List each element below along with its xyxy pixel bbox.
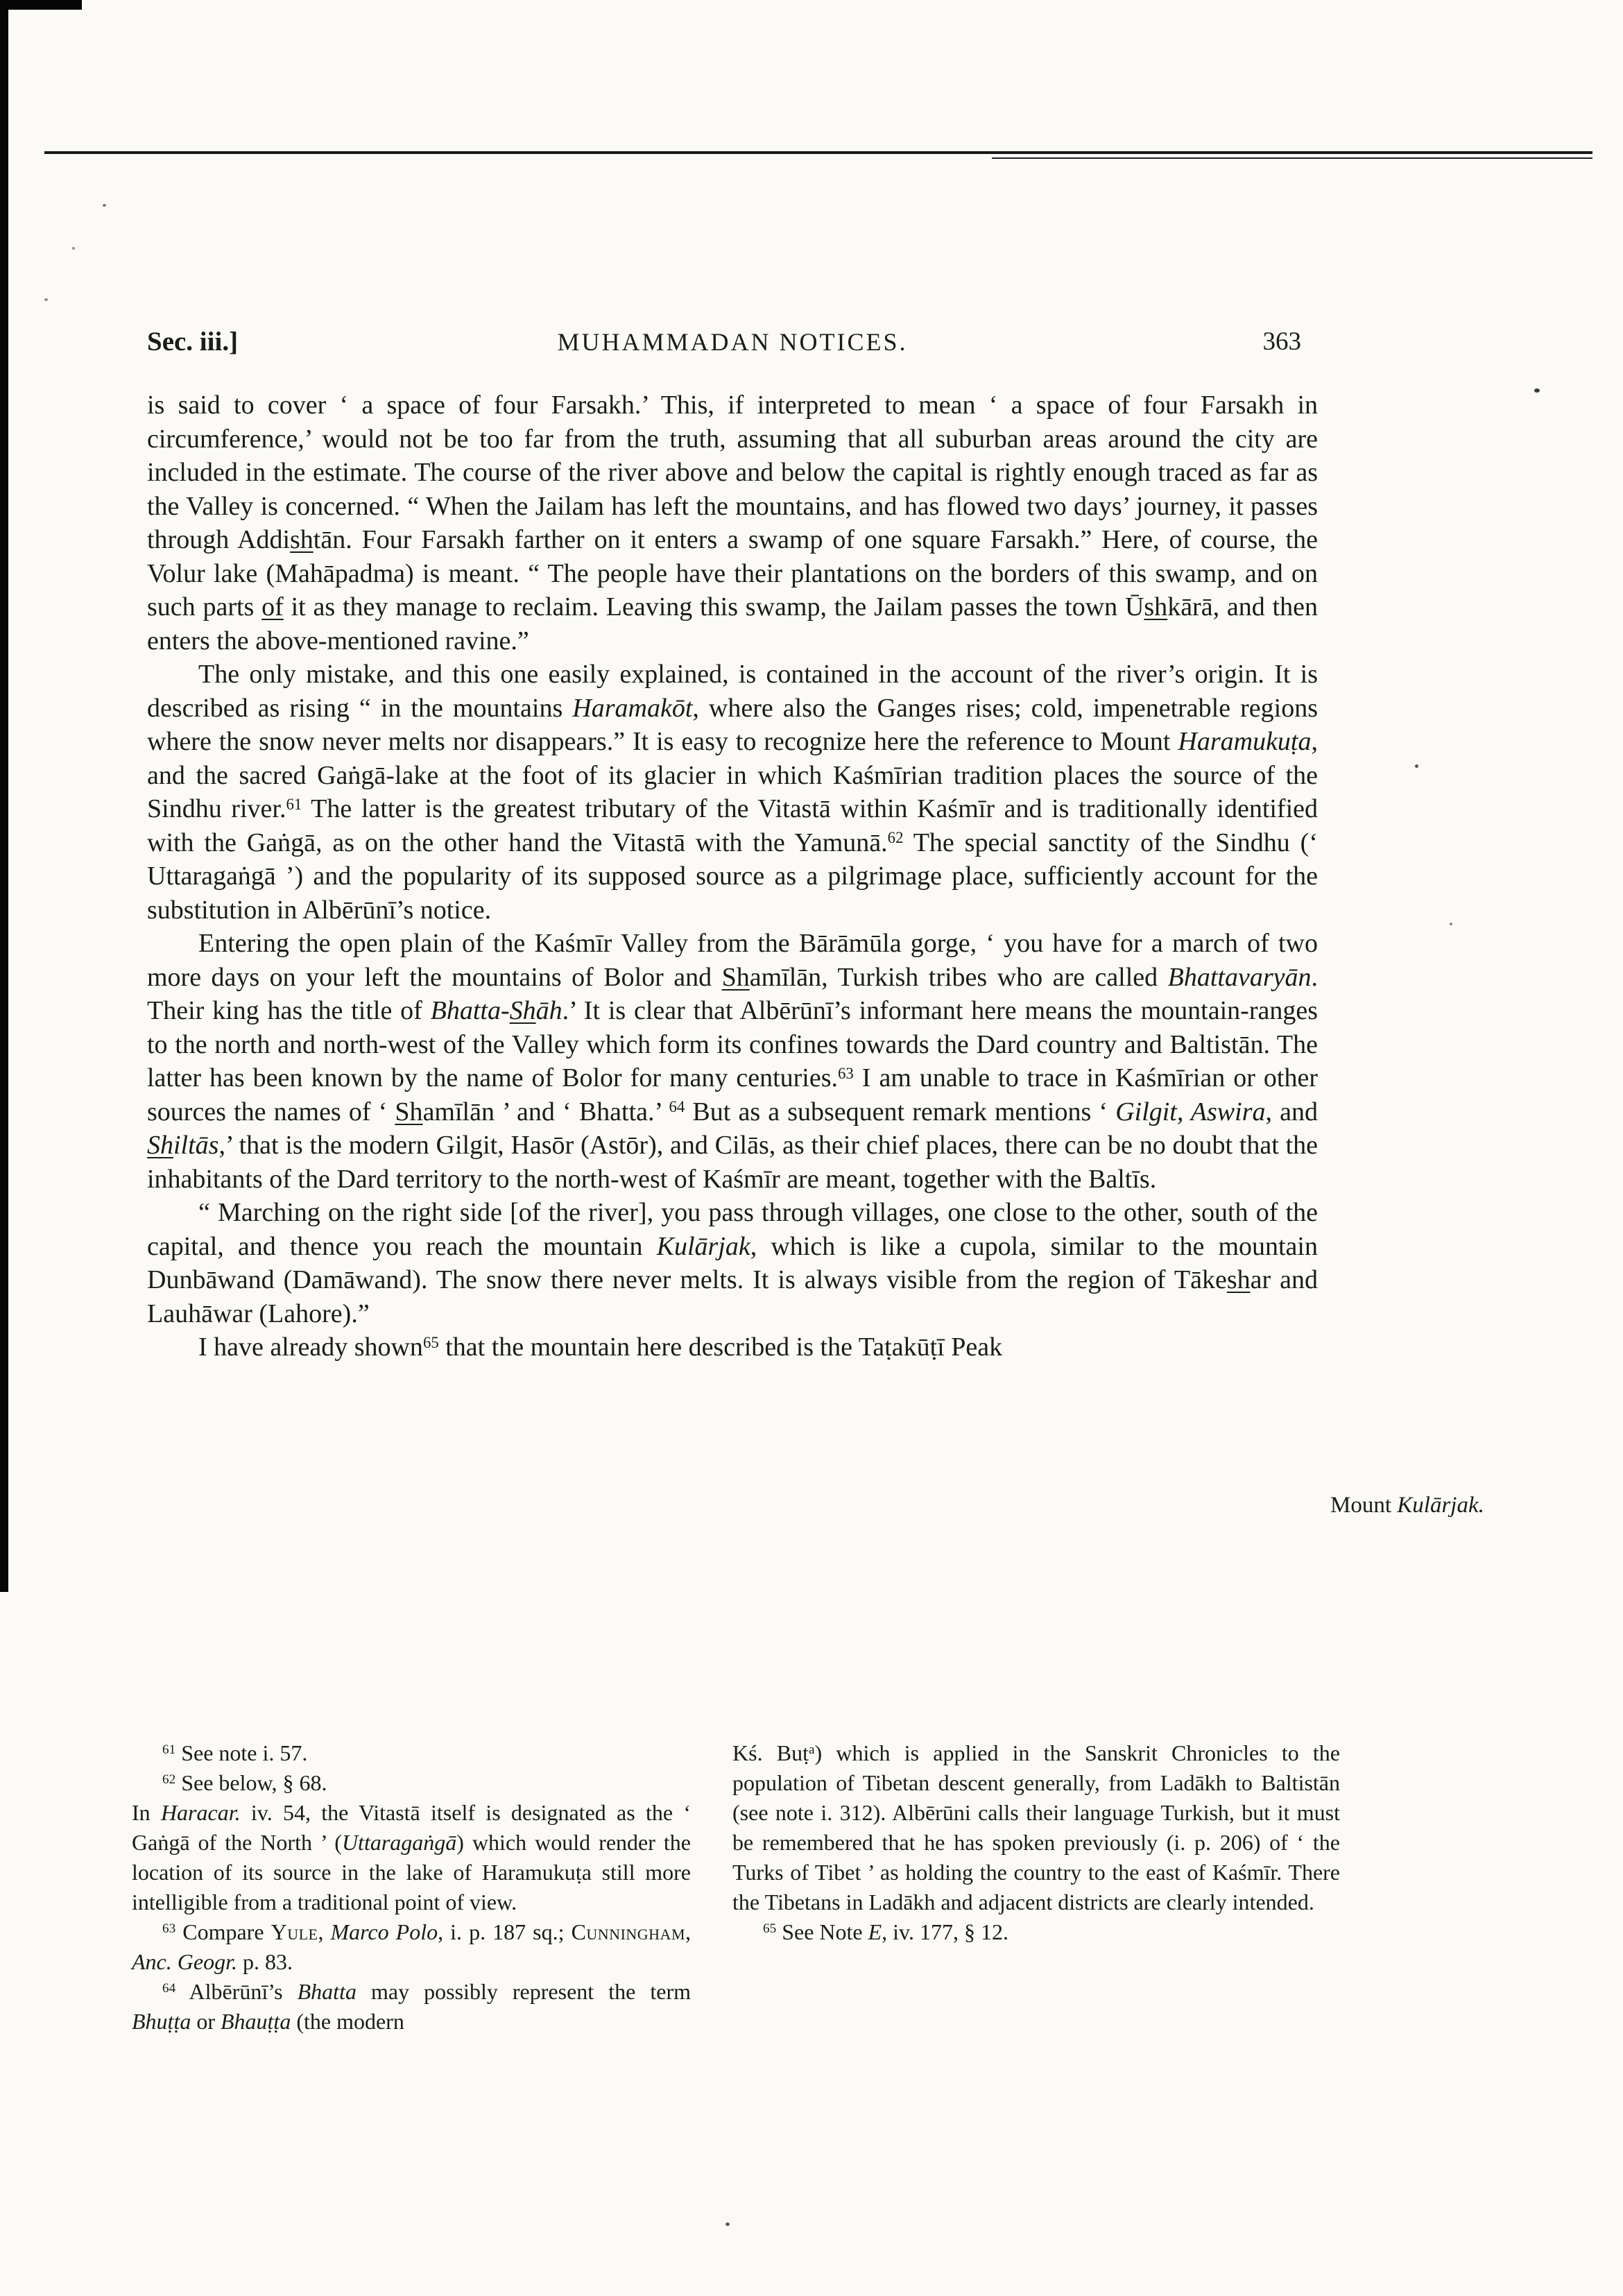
body-text	[147, 388, 1318, 1364]
paragraph: $^{65}$ See Note E, iv. 177, § 12.	[763, 1919, 1008, 1944]
paragraph: “ Marching on the right side [of the river], you pass through villages, one close to the other, south of the capital, and thence you reach the mountain Kulārjak, which is like a cupola, similar to the mountain Dunbāwand (Damāwand). The snow there never melts. It is always visible from the region of Tākeshar and Lauhāwar (Lahore).”	[147, 1198, 1319, 1328]
scan-speck	[72, 247, 75, 250]
scan-speck	[44, 298, 48, 301]
horizontal-rule-secondary	[992, 157, 1592, 159]
paragraph: $^{64}$ Albērūnī’s Bhatta may possibly represent the term Bhuṭṭa or Bhauṭṭa (the modern	[132, 1979, 692, 2034]
scan-speck	[1415, 764, 1418, 768]
scan-speck	[725, 2222, 730, 2226]
paragraph: In Haracar. iv. 54, the Vitastā itself is designated as the ‘ Gaṅgā of the North ’ (Uttaragaṅgā) which would render the location of its source in the lake of Haramukuṭa still more intelligible from a traditional point of view.	[132, 1800, 692, 1914]
scan-speck	[1450, 923, 1452, 925]
paragraph: $^{63}$ Compare Yule, Marco Polo, i. p. 187 sq.; Cunningham, Anc. Geogr. p. 83.	[132, 1919, 692, 1974]
paragraph: Entering the open plain of the Kaśmīr Valley from the Bārāmūla gorge, ‘ you have for a march of two more days on your left the mountains of Bolor and Shamīlān, Turkish tribes who are called Bhattavaryān. Their king has the title of Bhatta-Shāh.’ It is clear that Albērūnī’s informant here means the mountain-ranges to the north and north-west of the Valley which form its confines towards the Dard country and Baltistān. The latter has been known by the name of Bolor for many centuries.$^{63}$ I am unable to trace in Kaśmīrian or other sources the names of ‘ Shamīlān ’ and ‘ Bhatta.’ $^{64}$ But as a subsequent remark mentions ‘ Gilgit, Aswira, and Shiltās,’ that is the modern Gilgit, Hasōr (Astōr), and Cilās, as their chief places, there can be no doubt that the inhabitants of the Dard territory to the north-west of Kaśmīr are meant, together with the Baltīs.	[147, 929, 1318, 1194]
scan-corner-artifact	[0, 0, 82, 10]
paragraph: The only mistake, and this one easily explained, is contained in the account of the river’s origin. It is described as rising “ in the mountains Haramakōt, where also the Ganges rises; cold, impenetrable regions where the snow never melts nor disappears.” It is easy to recognize here the reference to Mount Haramukuṭa, and the sacred Gaṅgā-lake at the foot of its glacier in which Kaśmīrian tradition places the source of the Sindhu river.$^{61}$ The latter is the greatest tributary of the Vitastā within Kaśmīr and is traditionally identified with the Gaṅgā, as on the other hand the Vitastā with the Yamunā.$^{62}$ The special sanctity of the Sindhu (‘ Uttaragaṅgā ’) and the popularity of its supposed source as a pilgrimage place, sufficiently account for the substitution in Albērūnī’s notice.	[147, 660, 1319, 925]
footnotes-right-column	[732, 1738, 1340, 1947]
margin-note: Mount Kulārjak.	[1330, 1493, 1484, 1518]
horizontal-rule	[44, 151, 1592, 154]
section-label: Sec. iii.]	[147, 327, 239, 357]
paragraph: $^{62}$ See below, § 68.	[162, 1770, 327, 1795]
scan-speck	[103, 204, 106, 207]
footnotes-left-column	[132, 1738, 691, 2037]
paragraph: $^{61}$ See note i. 57.	[162, 1740, 308, 1765]
paragraph: is said to cover ‘ a space of four Farsakh.’ This, if interpreted to mean ‘ a space of four Farsakh in circumference,’ would not be too far from the truth, assuming that all suburban areas around the city are included in the estimate. The course of the river above and below the capital is rightly enough traced as far as the Valley is concerned. “ When the Jailam has left the mountains, and has flowed two days’ journey, it passes through Addishtān. Four Farsakh farther on it enters a swamp of one square Farsakh.” Here, of course, the Volur lake (Mahāpadma) is meant. “ The people have their plantations on the borders of this swamp, and on such parts of it as they manage to reclaim. Leaving this swamp, the Jailam passes the town Ūshkārā, and then enters the above-mentioned ravine.”	[147, 391, 1318, 656]
page-number: 363	[1262, 327, 1301, 356]
scan-edge-artifact	[0, 0, 8, 1592]
page-header	[147, 325, 1318, 361]
running-title: MUHAMMADAN NOTICES.	[557, 328, 908, 356]
paragraph: I have already shown$^{65}$ that the mountain here described is the Taṭakūṭī Peak	[198, 1333, 1003, 1362]
scan-speck	[1534, 388, 1540, 393]
paragraph: Kś. Buṭ$^a$) which is applied in the Sanskrit Chronicles to the population of Tibetan descent generally, from Ladākh to Baltistān (see note i. 312). Albērūni calls their language Turkish, but it must be remembered that he has spoken previously (i. p. 206) of ‘ the Turks of Tibet ’ as holding the country to the east of Kaśmīr. There the Tibetans in Ladākh and adjacent districts are clearly intended.	[732, 1740, 1341, 1914]
